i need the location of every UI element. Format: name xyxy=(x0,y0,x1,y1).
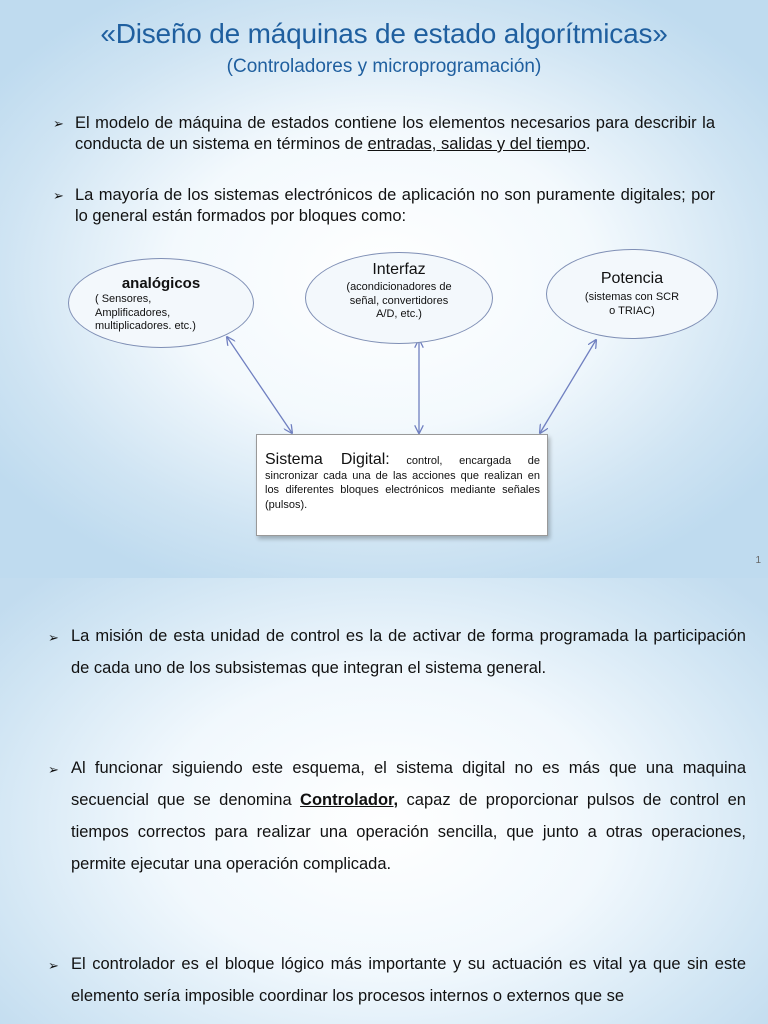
slide-2 xyxy=(0,578,768,1024)
box-sistema-digital xyxy=(256,434,548,536)
ellipse-title: Potencia xyxy=(600,270,664,287)
ellipse-analogicos xyxy=(68,258,254,348)
bullet-controlador xyxy=(48,752,746,880)
page-number: 1 xyxy=(755,555,761,566)
ellipse-subtitle: (acondicionadores de señal, convertidores A/D, etc.) xyxy=(346,281,452,320)
underlined-phrase: entradas, salidas y del tiempo xyxy=(367,135,586,153)
bullet-arrow-icon: ➢ xyxy=(48,958,59,973)
bullet-arrow-icon: ➢ xyxy=(53,188,64,203)
ellipse-interfaz xyxy=(305,252,493,344)
emphasis-controlador: Controlador, xyxy=(300,791,399,809)
slide-subtitle: (Controladores y microprogramación) xyxy=(226,56,542,77)
arrow-analogicos-to-digital xyxy=(227,337,292,433)
ellipse-subtitle: ( Sensores, Amplificadores, multiplicadores. etc.) xyxy=(95,293,196,332)
bullet-mision xyxy=(48,620,746,684)
bullet-text: El controlador es el bloque lógico más importante y su actuación es vital ya que sin este elemento sería imposible coordinar los procesos internos o externos que se xyxy=(71,955,746,1005)
bullet-text: La mayoría de los sistemas electrónicos de aplicación no son puramente digitales; por lo general están formados por bloques como: xyxy=(75,186,715,225)
ellipse-title: analógicos xyxy=(121,275,201,292)
box-description: control, encargada de sincronizar cada una de las acciones que realizan en los diferentes bloques electrónicos mediante señales (pulsos). xyxy=(265,455,540,511)
bullet-text: La misión de esta unidad de control es la de activar de forma programada la participación de cada uno de los subsistemas que integran el sistema general. xyxy=(71,627,746,677)
bullet-arrow-icon: ➢ xyxy=(48,630,59,645)
slide-title: «Diseño de máquinas de estado algorítmicas» xyxy=(100,18,668,49)
ellipse-title: Interfaz xyxy=(372,261,426,278)
bullet-arrow-icon: ➢ xyxy=(48,762,59,777)
bullet-text: El modelo de máquina de estados contiene los elementos necesarios para describir la conducta de un sistema en términos de entradas, salidas y del tiempo. xyxy=(75,114,715,153)
arrow-potencia-to-digital xyxy=(540,340,596,433)
bullet-text: Al funcionar siguiendo este esquema, el sistema digital no es más que una maquina secuencial que se denomina Controlador, capaz de proporcionar pulsos de control en tiempos correctos para realizar una operación sencilla, que junto a otras operaciones, permite ejecutar una operación complicada. xyxy=(71,759,746,873)
ellipse-potencia xyxy=(546,249,718,339)
bullet-arrow-icon: ➢ xyxy=(53,116,64,131)
ellipse-subtitle: (sistemas con SCR o TRIAC) xyxy=(584,291,680,317)
box-title: Sistema Digital: xyxy=(265,451,390,468)
bullet-importancia xyxy=(48,948,746,1012)
